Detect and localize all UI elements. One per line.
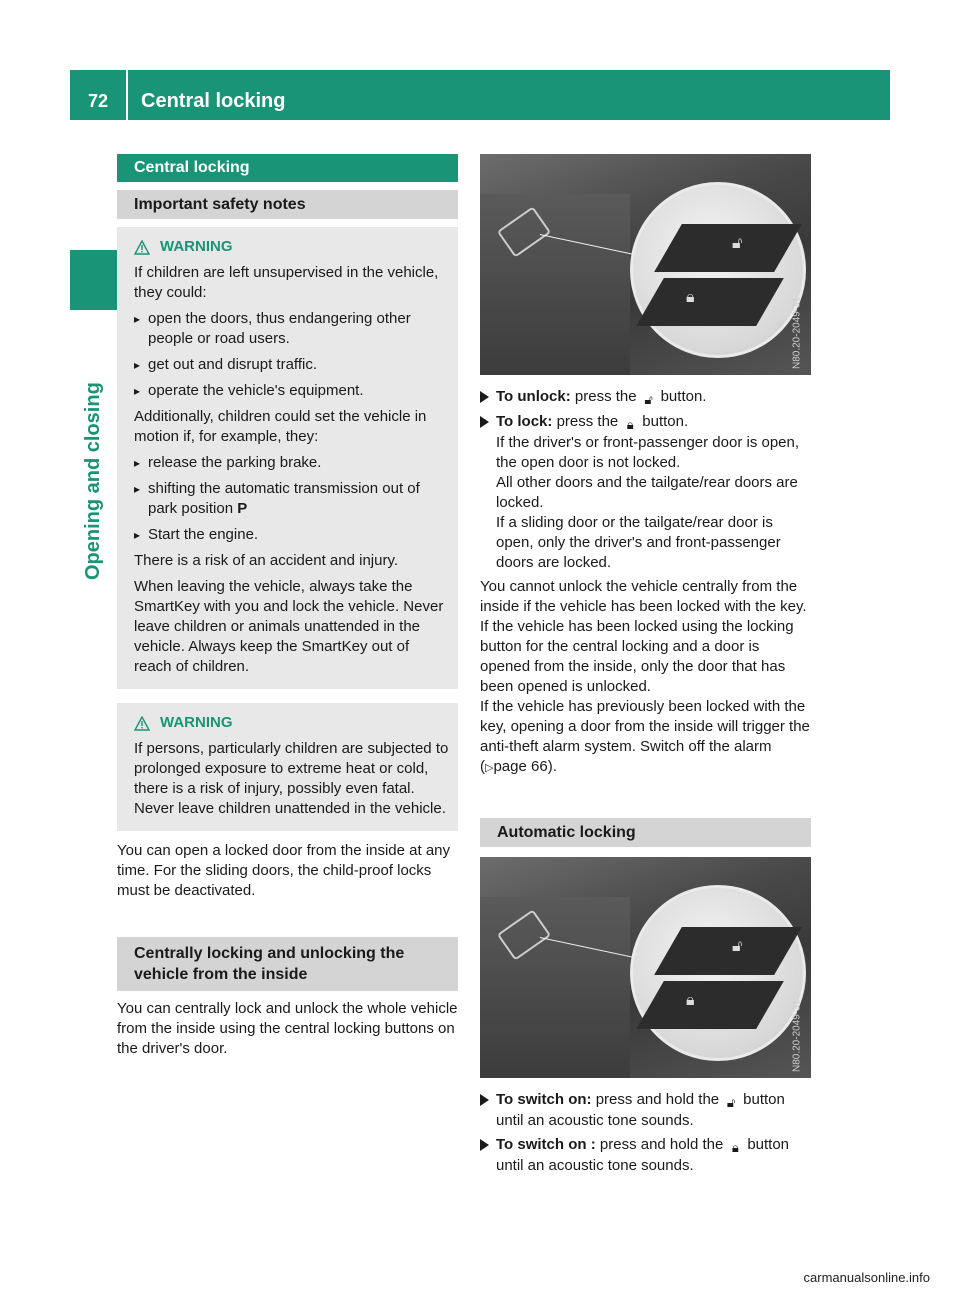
header-divider (126, 70, 128, 120)
subheading-automatic: Automatic locking (480, 818, 811, 847)
list-item: ▸ operate the vehicle's equipment. (134, 381, 450, 401)
page-ref-link[interactable]: page 66 (493, 758, 548, 775)
list-item: ▸ open the doors, thus endangering other people or road users. (134, 309, 450, 349)
section-title: Central locking (117, 154, 458, 182)
left-column (117, 154, 458, 1065)
watermark: carmanualsonline.info (803, 1270, 930, 1285)
lock-note: If the driver's or front-passenger door is open, the open door is not locked. (496, 434, 800, 471)
warning-mid: Additionally, children could set the vehicle in motion if, for example, they: (134, 408, 427, 445)
page-ref-triangle-icon: ▷ (485, 762, 494, 774)
image-code: N80.20-2049-31 (791, 999, 802, 1072)
paragraph: If the vehicle has been locked using the locking button for the central locking and a door is opened from the inside, only the door that has been opened is unlocked. (480, 618, 794, 695)
lock-icon: 🔒︎ (626, 417, 634, 432)
step-unlock: To unlock: press the 🔓︎ button. (480, 387, 811, 408)
warning-intro: If children are left unsupervised in the vehicle, they could: (134, 264, 439, 301)
warning-heading: WARNING (134, 237, 450, 257)
list-item: ▸ get out and disrupt traffic. (134, 355, 450, 375)
header-title: Central locking (141, 90, 286, 112)
unlock-icon: 🔓︎ (644, 392, 653, 407)
warning-triangle-icon (134, 240, 150, 255)
list-item: ▸ release the parking brake. (134, 453, 450, 473)
warning-risk: There is a risk of an accident and injury. (134, 552, 399, 569)
image-code: N80.20-2049-31 (791, 296, 802, 369)
warning-triangle-icon (134, 716, 150, 731)
step-lock: To lock: press the 🔒︎ button. If the driver's or front-passenger door is open, the open door is not locked. All other doors and the tailgate/rear doors are locked. If a sliding door or the tailgate/rear door is open, only the driver's and front-passenger doors are locked. (480, 412, 811, 573)
right-column (480, 154, 811, 1180)
warning-box-heat (117, 703, 458, 831)
paragraph: You can open a locked door from the inside at any time. For the sliding doors, the child-proof locks must be deactivated. (117, 842, 451, 899)
lock-icon: 🔒︎ (686, 289, 695, 306)
door-buttons-photo (480, 154, 811, 375)
subheading-central: Centrally locking and unlocking the vehicle from the inside (117, 937, 458, 991)
warning-closing: When leaving the vehicle, always take the SmartKey with you and lock the vehicle. Never leave children or animals unattended in the vehicle. Always keep the SmartKey out of reach of children. (134, 578, 444, 675)
warning-heading: WARNING (134, 713, 450, 733)
step-switch-on-2: To switch on : press and hold the 🔒︎ button until an acoustic tone sounds. (480, 1135, 811, 1176)
lock-note: All other doors and the tailgate/rear doors are locked. (496, 474, 798, 511)
paragraph: You can centrally lock and unlock the whole vehicle from the inside using the central locking buttons on the driver's door. (117, 1000, 458, 1057)
list-item: ▸ Start the engine. (134, 525, 450, 545)
lock-icon: 🔒︎ (731, 1140, 739, 1155)
step-switch-on-1: To switch on: press and hold the 🔓︎ button until an acoustic tone sounds. (480, 1090, 811, 1131)
lock-icon: 🔒︎ (686, 992, 695, 1009)
paragraph: If the vehicle has previously been locked with the key, opening a door from the inside will trigger the anti-theft alarm system. Switch off the alarm (▷page 66). (480, 698, 810, 775)
unlock-icon: 🔓︎ (732, 235, 743, 252)
list-item: ▸ shifting the automatic transmission out of park position P (134, 479, 450, 519)
unlock-icon: 🔓︎ (732, 938, 743, 955)
warning-box-children (117, 227, 458, 689)
lock-note: If a sliding door or the tailgate/rear door is open, only the driver's and front-passenger doors are locked. (496, 514, 781, 571)
page-number: 72 (87, 91, 109, 111)
door-buttons-photo-2 (480, 857, 811, 1078)
subheading-safety: Important safety notes (117, 190, 458, 219)
warning-text: If persons, particularly children are subjected to prolonged exposure to extreme heat or cold, there is a risk of injury, possibly even fatal. Never leave children unattended in the vehicle. (134, 740, 449, 817)
unlock-icon: 🔓︎ (726, 1095, 736, 1110)
paragraph: You cannot unlock the vehicle centrally from the inside if the vehicle has been locked with the key. (480, 578, 807, 615)
